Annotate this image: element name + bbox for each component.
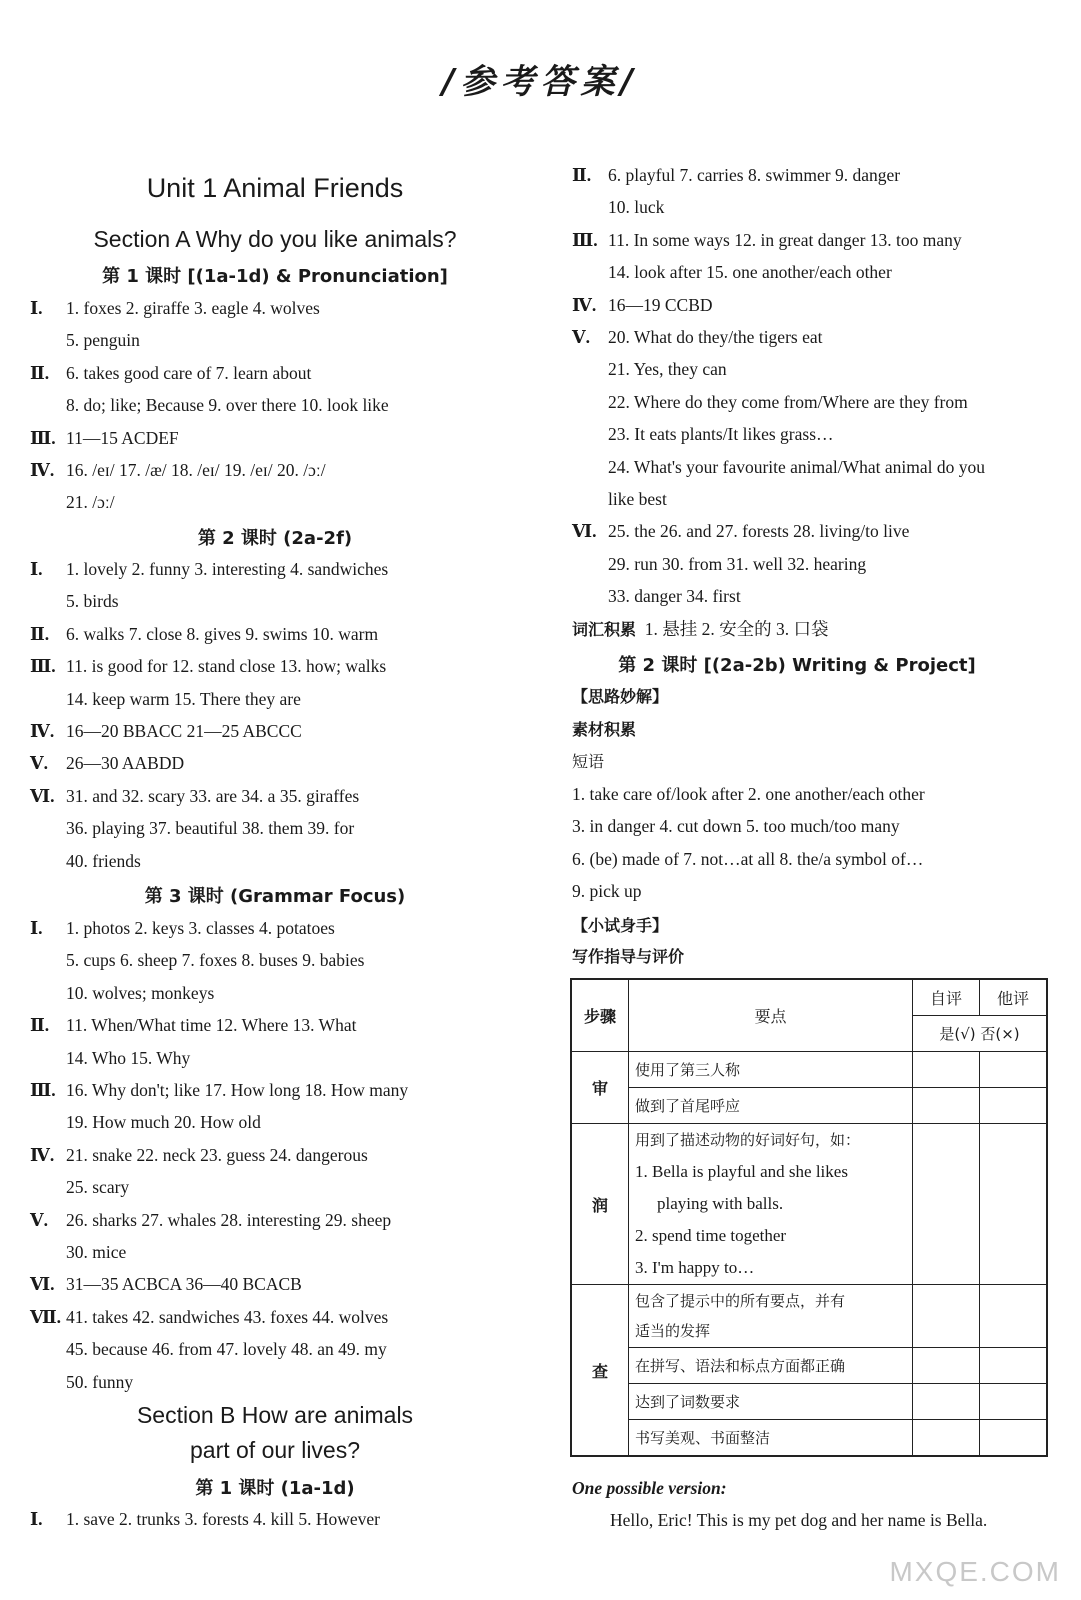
answer-text: 16. /eɪ/ 17. /æ/ 18. /eɪ/ 19. /eɪ/ 20. /ɔː/: [66, 460, 326, 480]
header-self: 自评: [913, 979, 980, 1016]
point-row: [629, 1124, 913, 1285]
point-row: 达到了词数要求: [629, 1384, 913, 1420]
question-number: Ⅴ.: [30, 1209, 48, 1230]
answer-text: 1. photos 2. keys 3. classes 4. potatoes: [66, 918, 335, 938]
phrase-item: 9. pick up: [572, 881, 642, 902]
answer-text: 5. birds: [66, 591, 119, 612]
point-line: 适当的发挥: [635, 1322, 711, 1340]
answer-line: [30, 916, 335, 940]
answer-text: 22. Where do they come from/Where are they from: [608, 391, 968, 412]
self-cell: [913, 1384, 980, 1420]
point-line: 1. Bella is playful and she likes: [635, 1162, 848, 1181]
silu-label: 【思路妙解】: [572, 687, 669, 706]
self-cell: [913, 1124, 980, 1285]
step-run: 润: [571, 1124, 629, 1285]
answer-line: [30, 1337, 387, 1361]
header-other: 他评: [980, 979, 1048, 1016]
answer-line: [30, 328, 140, 352]
answer-text: 45. because 46. from 47. lovely 48. an 49. my: [66, 1339, 387, 1360]
vocab-label: 词汇积累: [572, 620, 637, 639]
answer-text: 14. keep warm 15. There they are: [66, 688, 301, 709]
question-number: Ⅵ.: [572, 521, 597, 542]
self-cell: [913, 1285, 980, 1348]
answer-text: 26—30 AABDD: [66, 753, 185, 774]
answer-line: [30, 719, 302, 743]
answer-text: 8. do; like; Because 9. over there 10. look like: [66, 395, 389, 416]
sucai-label: 素材积累: [572, 720, 637, 739]
answer-line: [30, 557, 388, 581]
question-number: Ⅰ.: [30, 298, 43, 318]
answer-text: 40. friends: [66, 850, 141, 871]
lesson-1-title: 第 1 课时 [(1a-1d) & Pronunciation]: [102, 266, 448, 287]
answer-text: 14. look after 15. one another/each other: [608, 262, 892, 283]
answer-text: 16—19 CCBD: [608, 294, 713, 315]
answer-text: 1. lovely 2. funny 3. interesting 4. sandwiches: [66, 559, 389, 579]
lesson-3-title: 第 3 课时 (Grammar Focus): [144, 886, 406, 907]
answer-line: [30, 458, 326, 482]
phrase-item: 1. take care of/look after 2. one another/each other: [572, 784, 925, 804]
other-cell: [980, 1124, 1048, 1285]
answer-text: 33. danger 34. first: [608, 586, 741, 607]
section-b-title-2: part of our lives?: [189, 1437, 361, 1463]
question-number: Ⅲ.: [30, 656, 56, 677]
watermark-logo: MXQE.COM: [889, 1556, 1061, 1587]
answer-line: [30, 948, 364, 972]
point-row: 书写美观、书面整洁: [629, 1420, 913, 1457]
unit-title: Unit 1 Animal Friends: [146, 173, 404, 203]
question-number: Ⅳ.: [30, 721, 55, 741]
answer-line: [572, 325, 822, 349]
answer-line: [30, 849, 141, 873]
answer-text: 14. Who 15. Why: [66, 1047, 191, 1068]
point-line: 3. I'm happy to…: [635, 1258, 755, 1277]
answer-text: 21. Yes, they can: [608, 359, 727, 380]
phrase-item: 3. in danger 4. cut down 5. too much/too many: [572, 816, 900, 837]
point-line: 包含了提示中的所有要点，并有: [635, 1292, 846, 1310]
answer-line: [30, 1507, 380, 1531]
answer-text: 26. sharks 27. whales 28. interesting 29. sheep: [66, 1209, 392, 1230]
page-title: /参考答案/: [442, 62, 639, 102]
step-shen: 审: [571, 1052, 629, 1124]
point-row: 在拼写、语法和标点方面都正确: [629, 1348, 913, 1384]
version-label: One possible version:: [572, 1478, 727, 1498]
question-number: Ⅳ.: [30, 1144, 55, 1165]
answer-text: 31. and 32. scary 33. are 34. a 35. giraffes: [66, 785, 360, 806]
answer-line: [572, 293, 713, 317]
question-number: Ⅴ.: [30, 753, 48, 774]
answer-line: [30, 1013, 356, 1037]
answer-line: [572, 260, 892, 284]
question-number: Ⅰ.: [30, 918, 43, 938]
answer-text: 31—35 ACBCA 36—40 BCACB: [66, 1274, 302, 1295]
answer-line: [30, 1272, 302, 1296]
question-number: Ⅶ.: [30, 1306, 62, 1327]
question-number: Ⅰ.: [30, 1509, 43, 1529]
answer-line: [572, 195, 664, 219]
answer-text: 21. /ɔː/: [66, 492, 115, 513]
answer-text: 6. takes good care of 7. learn about: [66, 362, 312, 383]
answer-line: [572, 552, 866, 576]
answer-line: [30, 1046, 190, 1070]
question-number: Ⅵ.: [30, 1274, 55, 1295]
answer-text: 30. mice: [66, 1242, 127, 1262]
answer-line: [572, 228, 962, 252]
answer-text: 21. snake 22. neck 23. guess 24. dangerous: [66, 1144, 368, 1165]
self-cell: [913, 1052, 980, 1088]
question-number: Ⅵ.: [30, 785, 55, 806]
answer-line: [30, 654, 386, 678]
point-line: playing with balls.: [657, 1194, 784, 1213]
answer-line: [572, 422, 834, 446]
other-cell: [980, 1052, 1048, 1088]
self-cell: [913, 1420, 980, 1457]
answer-line: [30, 1305, 388, 1329]
answer-text: 20. What do they/the tigers eat: [608, 327, 823, 347]
question-number: Ⅱ.: [30, 623, 50, 644]
answer-line: [572, 487, 667, 511]
point-line: 用到了描述动物的好词好句，如：: [635, 1131, 861, 1149]
question-number: Ⅲ.: [30, 1080, 56, 1100]
question-number: Ⅴ.: [572, 327, 590, 347]
answer-line: [30, 687, 301, 711]
lesson-4-title: 第 1 课时 (1a-1d): [195, 1478, 355, 1499]
answer-line: [30, 1208, 391, 1232]
answer-text: 11. is good for 12. stand close 13. how; walks: [66, 656, 387, 677]
question-number: Ⅱ.: [30, 1015, 50, 1036]
question-number: Ⅳ.: [30, 460, 55, 480]
answer-line: [30, 426, 179, 450]
question-number: Ⅲ.: [30, 427, 56, 448]
answer-text: 6. playful 7. carries 8. swimmer 9. danger: [608, 165, 901, 185]
answer-line: [30, 1175, 129, 1199]
answer-text: 5. cups 6. sheep 7. foxes 8. buses 9. babies: [66, 950, 365, 971]
point-row: [629, 1285, 913, 1348]
answer-text: 19. How much 20. How old: [66, 1112, 261, 1133]
answer-text: 25. scary: [66, 1177, 130, 1198]
answer-line: [572, 519, 909, 543]
phrase-item: 6. (be) made of 7. not…at all 8. the/a symbol of…: [572, 848, 924, 869]
xiaoshi-label: 【小试身手】: [572, 916, 669, 935]
other-cell: [980, 1285, 1048, 1348]
header-yesno: 是(√) 否(×): [913, 1016, 1048, 1052]
other-cell: [980, 1348, 1048, 1384]
question-number: Ⅱ.: [572, 165, 592, 185]
answer-text: 29. run 30. from 31. well 32. hearing: [608, 553, 867, 574]
answer-text: 10. wolves; monkeys: [66, 982, 215, 1003]
answer-text: 23. It eats plants/It likes grass…: [608, 424, 834, 445]
version-text: Hello, Eric! This is my pet dog and her name is Bella.: [610, 1510, 988, 1530]
answer-text: 24. What's your favourite animal/What animal do you: [608, 456, 986, 477]
answer-text: 5. penguin: [66, 330, 140, 351]
self-cell: [913, 1348, 980, 1384]
vocab-line: [572, 617, 829, 642]
answer-text: 11. In some ways 12. in great danger 13. too many: [608, 229, 962, 250]
section-b-title-1: Section B How are animals: [136, 1402, 414, 1428]
answer-text: 36. playing 37. beautiful 38. them 39. for: [66, 818, 355, 839]
answer-text: 10. luck: [608, 197, 665, 218]
answer-line: [30, 784, 359, 808]
answer-text: 50. funny: [66, 1371, 134, 1392]
answer-line: [30, 1110, 261, 1134]
answer-text: 1. save 2. trunks 3. forests 4. kill 5. However: [66, 1509, 380, 1529]
answer-text: 6. walks 7. close 8. gives 9. swims 10. warm: [66, 623, 379, 644]
header-point: 要点: [629, 979, 913, 1052]
answer-text: 16—20 BBACC 21—25 ABCCC: [66, 721, 302, 741]
answer-text: 16. Why don't; like 17. How long 18. How many: [66, 1080, 409, 1100]
answer-line: [30, 1370, 133, 1394]
question-number: Ⅲ.: [572, 229, 598, 250]
point-row: 使用了第三人称: [629, 1052, 913, 1088]
answer-line: [30, 1240, 126, 1264]
header-step: 步骤: [571, 979, 629, 1052]
answer-line: [572, 390, 968, 414]
answer-text: 11—15 ACDEF: [66, 427, 179, 448]
lesson-2-title: 第 2 课时 (2a-2f): [197, 528, 353, 549]
answer-line: [30, 751, 184, 775]
answer-line: [30, 490, 115, 514]
answer-line: [30, 393, 389, 417]
answer-line: [30, 1143, 368, 1167]
other-cell: [980, 1384, 1048, 1420]
other-cell: [980, 1420, 1048, 1457]
evaluation-table: [570, 978, 1048, 1457]
answer-line: [30, 589, 119, 613]
other-cell: [980, 1088, 1048, 1124]
section-a-title: Section A Why do you like animals?: [93, 226, 457, 252]
answer-text: 1. foxes 2. giraffe 3. eagle 4. wolves: [66, 298, 320, 318]
step-cha: 查: [571, 1285, 629, 1457]
answer-line: [30, 296, 320, 320]
xiezuo-label: 写作指导与评价: [572, 947, 685, 966]
question-number: Ⅱ.: [30, 362, 50, 383]
answer-text: 11. When/What time 12. Where 13. What: [66, 1015, 357, 1036]
answer-line: [30, 361, 311, 385]
point-row: 做到了首尾呼应: [629, 1088, 913, 1124]
answer-text: like best: [608, 489, 667, 509]
answer-line: [30, 1078, 408, 1102]
question-number: Ⅳ.: [572, 294, 597, 315]
answer-line: [572, 584, 741, 608]
answer-line: [30, 622, 378, 646]
answer-line: [30, 816, 354, 840]
question-number: Ⅰ.: [30, 559, 43, 579]
duanyu-label: 短语: [572, 752, 605, 771]
answer-line: [572, 163, 900, 187]
answer-text: 25. the 26. and 27. forests 28. living/to live: [608, 521, 910, 542]
vocab-text: 1. 悬挂 2. 安全的 3. 口袋: [644, 619, 829, 639]
answer-line: [572, 357, 727, 381]
writing-lesson-title: 第 2 课时 [(2a-2b) Writing & Project]: [618, 655, 976, 676]
point-line: 2. spend time together: [635, 1226, 787, 1245]
answer-line: [572, 455, 985, 479]
answer-text: 41. takes 42. sandwiches 43. foxes 44. wolves: [66, 1306, 389, 1327]
answer-line: [30, 981, 214, 1005]
self-cell: [913, 1088, 980, 1124]
